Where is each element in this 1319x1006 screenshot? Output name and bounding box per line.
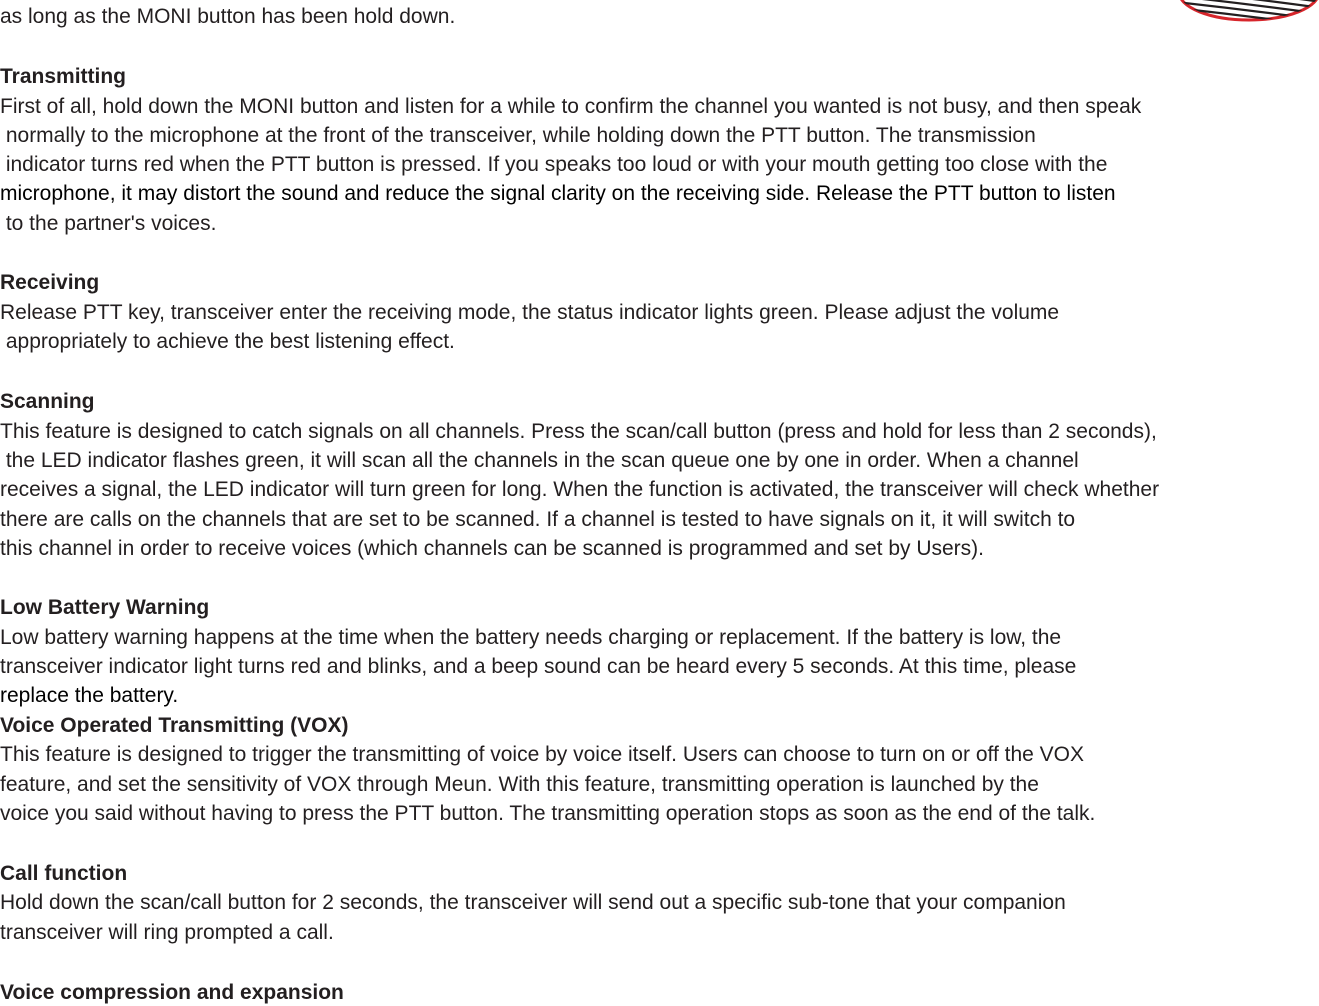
paragraph-line: feature, and set the sensitivity of VOX through Meun. With this feature, transmitting operation is launched by the xyxy=(0,773,1039,796)
paragraph-line: voice you said without having to press the PTT button. The transmitting operation stops as soon as the end of the talk. xyxy=(0,802,1096,825)
brand-logo xyxy=(1176,0,1319,22)
paragraph-line: to the partner's voices. xyxy=(0,212,217,235)
section-heading-call-function: Call function xyxy=(0,862,128,885)
paragraph-line: transceiver will ring prompted a call. xyxy=(0,921,334,944)
paragraph-line: there are calls on the channels that are set to be scanned. If a channel is tested to have signals on it, it will switch to xyxy=(0,508,1076,531)
section-heading-transmitting: Transmitting xyxy=(0,65,127,88)
paragraph-line: microphone, it may distort the sound and reduce the signal clarity on the receiving side. Release the PTT button to listen xyxy=(0,182,1116,205)
paragraph-line: indicator turns red when the PTT button is pressed. If you speaks too loud or with your mouth getting too close with the xyxy=(0,153,1108,176)
paragraph-line: as long as the MONI button has been hold down. xyxy=(0,5,456,28)
paragraph-line: Release PTT key, transceiver enter the receiving mode, the status indicator lights green. Please adjust the volume xyxy=(0,301,1060,324)
paragraph-line: Hold down the scan/call button for 2 seconds, the transceiver will send out a specific sub-tone that your companion xyxy=(0,891,1066,914)
section-heading-voice-compression: Voice compression and expansion xyxy=(0,981,344,1004)
paragraph-line: replace the battery. xyxy=(0,684,179,707)
section-heading-scanning: Scanning xyxy=(0,390,95,413)
paragraph-line: appropriately to achieve the best listening effect. xyxy=(0,330,455,353)
section-heading-vox: Voice Operated Transmitting (VOX) xyxy=(0,714,349,737)
section-heading-low-battery: Low Battery Warning xyxy=(0,596,210,619)
paragraph-line: receives a signal, the LED indicator will turn green for long. When the function is activated, the transceiver will check whether xyxy=(0,478,1160,501)
paragraph-line: this channel in order to receive voices (which channels can be scanned is programmed and set by Users). xyxy=(0,537,984,560)
paragraph-line: the LED indicator flashes green, it will scan all the channels in the scan queue one by one in order. When a channel xyxy=(0,449,1079,472)
paragraph-line: Low battery warning happens at the time when the battery needs charging or replacement. If the battery is low, the xyxy=(0,626,1062,649)
paragraph-line: normally to the microphone at the front of the transceiver, while holding down the PTT button. The transmission xyxy=(0,124,1036,147)
paragraph-line: transceiver indicator light turns red and blinks, and a beep sound can be heard every 5 seconds. At this time, please xyxy=(0,655,1077,678)
section-heading-receiving: Receiving xyxy=(0,271,100,294)
paragraph-line: First of all, hold down the MONI button and listen for a while to confirm the channel you wanted is not busy, and then speak xyxy=(0,95,1142,118)
paragraph-line: This feature is designed to trigger the transmitting of voice by voice itself. Users can choose to turn on or off the VOX xyxy=(0,743,1084,766)
paragraph-line: This feature is designed to catch signals on all channels. Press the scan/call button (press and hold for less than 2 seconds), xyxy=(0,420,1157,443)
